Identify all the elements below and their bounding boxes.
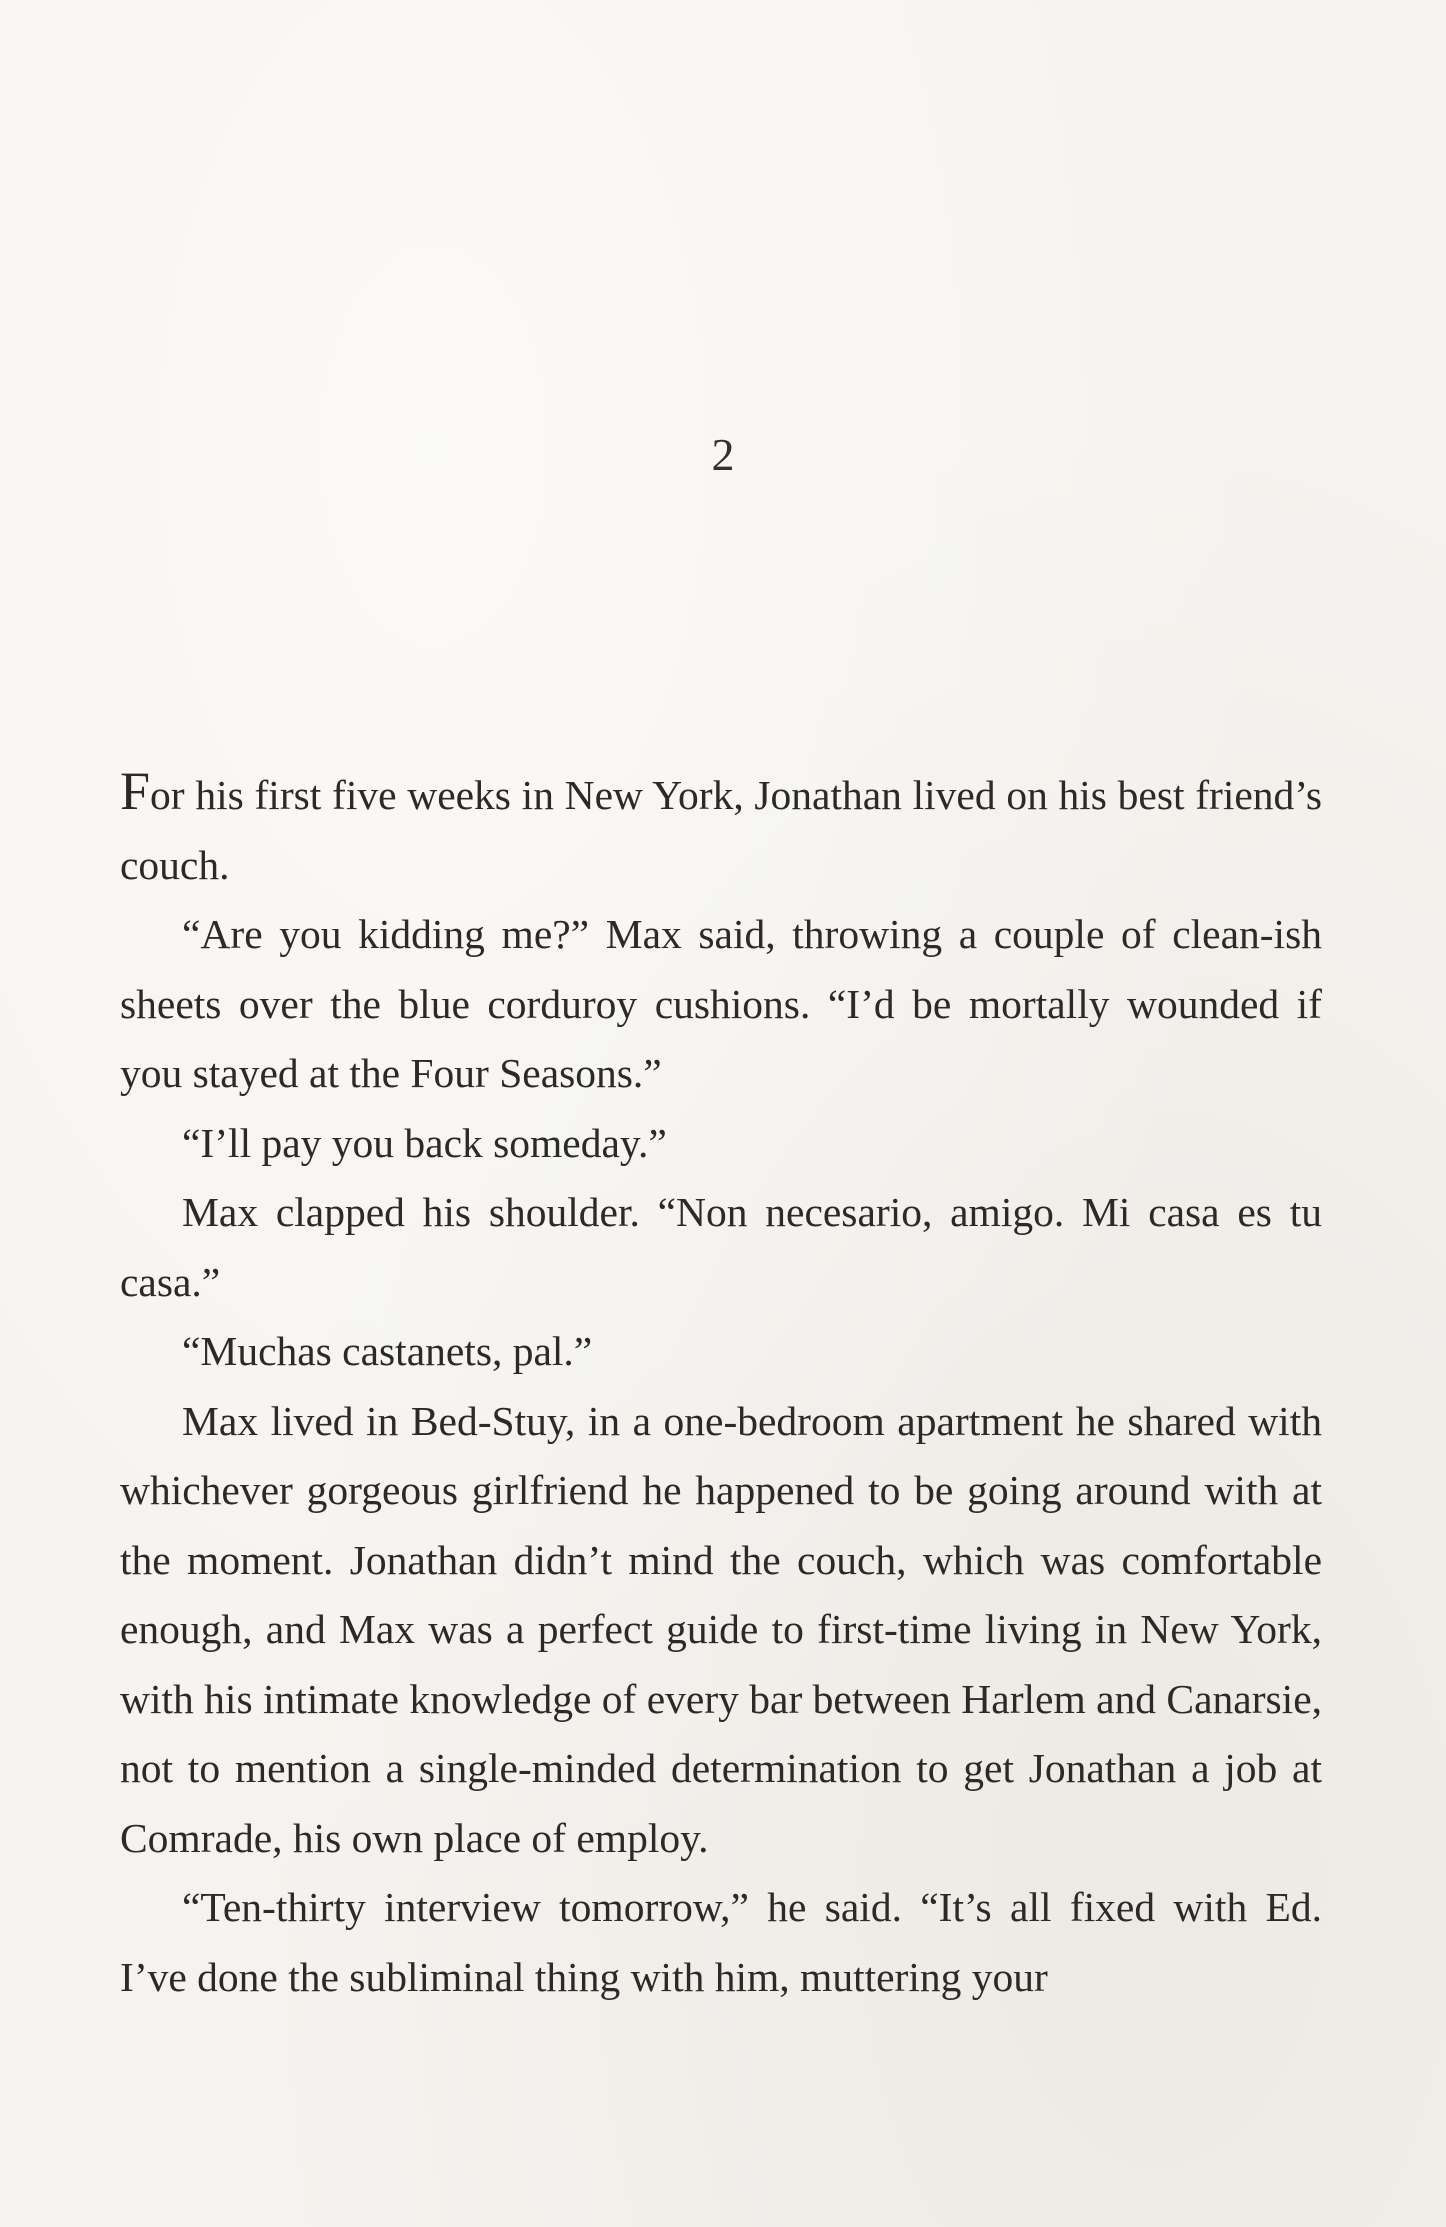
paragraph-1 <box>120 757 1322 900</box>
paragraph-4: Max clapped his shoulder. “Non necesario, amigo. Mi casa es tu casa.” <box>120 1189 1322 1305</box>
paragraph-3: “I’ll pay you back someday.” <box>182 1119 667 1166</box>
chapter-number: 2 <box>711 429 735 480</box>
paragraph-2: “Are you kidding me?” Max said, throwing a couple of clean-ish sheets over the blue corduroy cushions. “I’d be mortally wounded if you stayed at the Four Seasons.” <box>120 911 1322 1096</box>
paragraph-5: “Muchas castanets, pal.” <box>182 1328 593 1374</box>
drop-cap-initial: F <box>120 761 151 821</box>
chapter-body <box>120 757 1322 2012</box>
paragraph-1-text: or his first five weeks in New York, Jonathan lived on his best friend’s couch. <box>120 772 1322 888</box>
paragraph-7: “Ten-thirty interview tomorrow,” he said. “It’s all fixed with Ed. I’ve done the subliminal thing with him, muttering your <box>120 1884 1322 2000</box>
paragraph-6: Max lived in Bed-Stuy, in a one-bedroom apartment he shared with whichever gorgeous girlfriend he happened to be going around with at the moment. Jonathan didn’t mind the couch, which was comfortable enough, and Max was a perfect guide to first-time living in New York, with his intimate knowledge of every bar between Harlem and Canarsie, not to mention a single-minded determination to get Jonathan a job at Comrade, his own place of employ. <box>120 1397 1322 1861</box>
